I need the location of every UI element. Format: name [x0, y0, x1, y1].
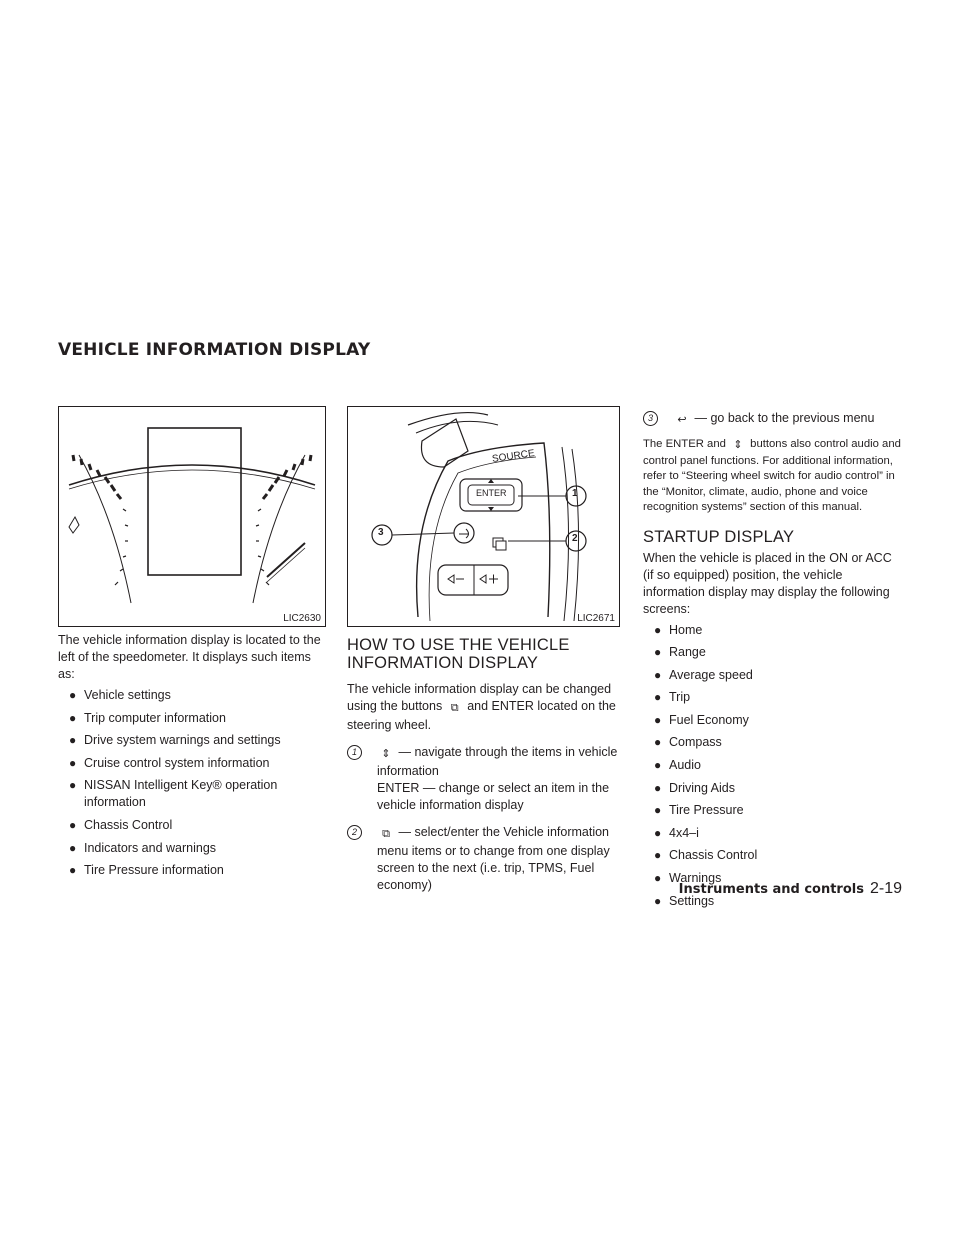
list-item: ● Driving Aids: [654, 780, 735, 795]
number-badge: 2: [347, 825, 362, 840]
figure-code: LIC2671: [577, 613, 615, 624]
right-column: [643, 410, 901, 915]
enter-box-icon: ⧉: [450, 702, 459, 714]
callout-2: 2: [572, 533, 578, 544]
list-item: ● NISSAN Intelligent Key® operation information: [69, 778, 278, 810]
startup-heading: STARTUP DISPLAY: [643, 527, 795, 546]
up-down-arrows-icon: ⇕: [733, 439, 743, 451]
page-number: 2-19: [869, 880, 902, 897]
section-title: VEHICLE INFORMATION DISPLAY: [58, 340, 371, 360]
callout-1: 1: [572, 488, 578, 499]
steering-switch-figure: [347, 406, 620, 627]
button-item-3: 3 ↩ — go back to the previous menu: [643, 410, 901, 429]
number-badge: 1: [347, 745, 362, 760]
page-footer: [679, 880, 902, 898]
list-item: ● Trip computer information: [69, 710, 226, 725]
startup-intro: When the vehicle is placed in the ON or ACC (if so equipped) position, the vehicle information display may display the following screens:: [643, 550, 892, 616]
cluster-illustration: [59, 407, 325, 626]
up-down-arrows-icon: ⇕: [381, 748, 391, 760]
figure-code: LIC2630: [283, 613, 321, 624]
list-item: ● Tire Pressure information: [69, 863, 224, 878]
list-item: ● Range: [654, 645, 706, 660]
list-item: ● Drive system warnings and settings: [69, 733, 281, 748]
enter-description: ENTER — change or select an item in the vehicle information display: [377, 781, 610, 812]
list-item: ● Chassis Control: [654, 848, 758, 863]
enter-box-icon: ⧉: [382, 828, 390, 840]
middle-column: [347, 636, 620, 894]
instrument-cluster-figure: [58, 406, 326, 627]
list-item: ● Audio: [654, 758, 701, 773]
button-item-1: 1 ⇕ — navigate through the items in vehicle information ENTER — change or select an item in the vehicle information display: [347, 744, 620, 814]
button-item-2: 2 ⧉ — select/enter the Vehicle information menu items or to change from one display screen to the next (i.e. trip, TPMS, Fuel economy): [347, 824, 620, 894]
list-item: ● Chassis Control: [69, 817, 173, 832]
how-to-intro: The vehicle information display can be changed using the buttons ⧉ and ENTER located on the steering wheel.: [347, 682, 616, 732]
list-item: ● Cruise control system information: [69, 755, 270, 770]
list-item: ● 4x4–i: [654, 825, 699, 840]
callout-3: 3: [378, 527, 384, 538]
list-item: ● Vehicle settings: [69, 688, 171, 702]
list-item: ● Trip: [654, 690, 691, 705]
footer-section-name: Instruments and controls: [678, 882, 864, 897]
list-item: ● Home: [654, 622, 703, 637]
list-item: ● Compass: [654, 735, 722, 750]
audio-note: The ENTER and ⇕ buttons also control audio and control panel functions. For additional information, refer to “Steering wheel switch for audio control” in the “Monitor, climate, audio, phone and voice recognition systems” section of this manual.: [643, 438, 901, 513]
list-item: ● Warnings: [654, 871, 722, 886]
steering-switch-illustration: [348, 407, 619, 626]
how-to-heading: HOW TO USE THE VEHICLE INFORMATION DISPLAY: [347, 636, 570, 672]
left-column: [58, 632, 326, 885]
list-item: ● Indicators and warnings: [69, 840, 217, 855]
list-item: ● Settings: [654, 893, 715, 908]
display-items-list: [58, 687, 326, 879]
enter-label: ENTER: [476, 488, 507, 498]
list-item: ● Tire Pressure: [654, 803, 744, 818]
source-label: SOURCE: [491, 448, 536, 465]
startup-screens-list: [643, 622, 901, 910]
intro-paragraph: The vehicle information display is located to the left of the speedometer. It displays such items as:: [58, 633, 321, 681]
back-arrow-icon: ↩: [677, 414, 687, 426]
list-item: ● Fuel Economy: [654, 712, 749, 727]
list-item: ● Average speed: [654, 667, 753, 682]
number-badge: 3: [643, 411, 658, 426]
